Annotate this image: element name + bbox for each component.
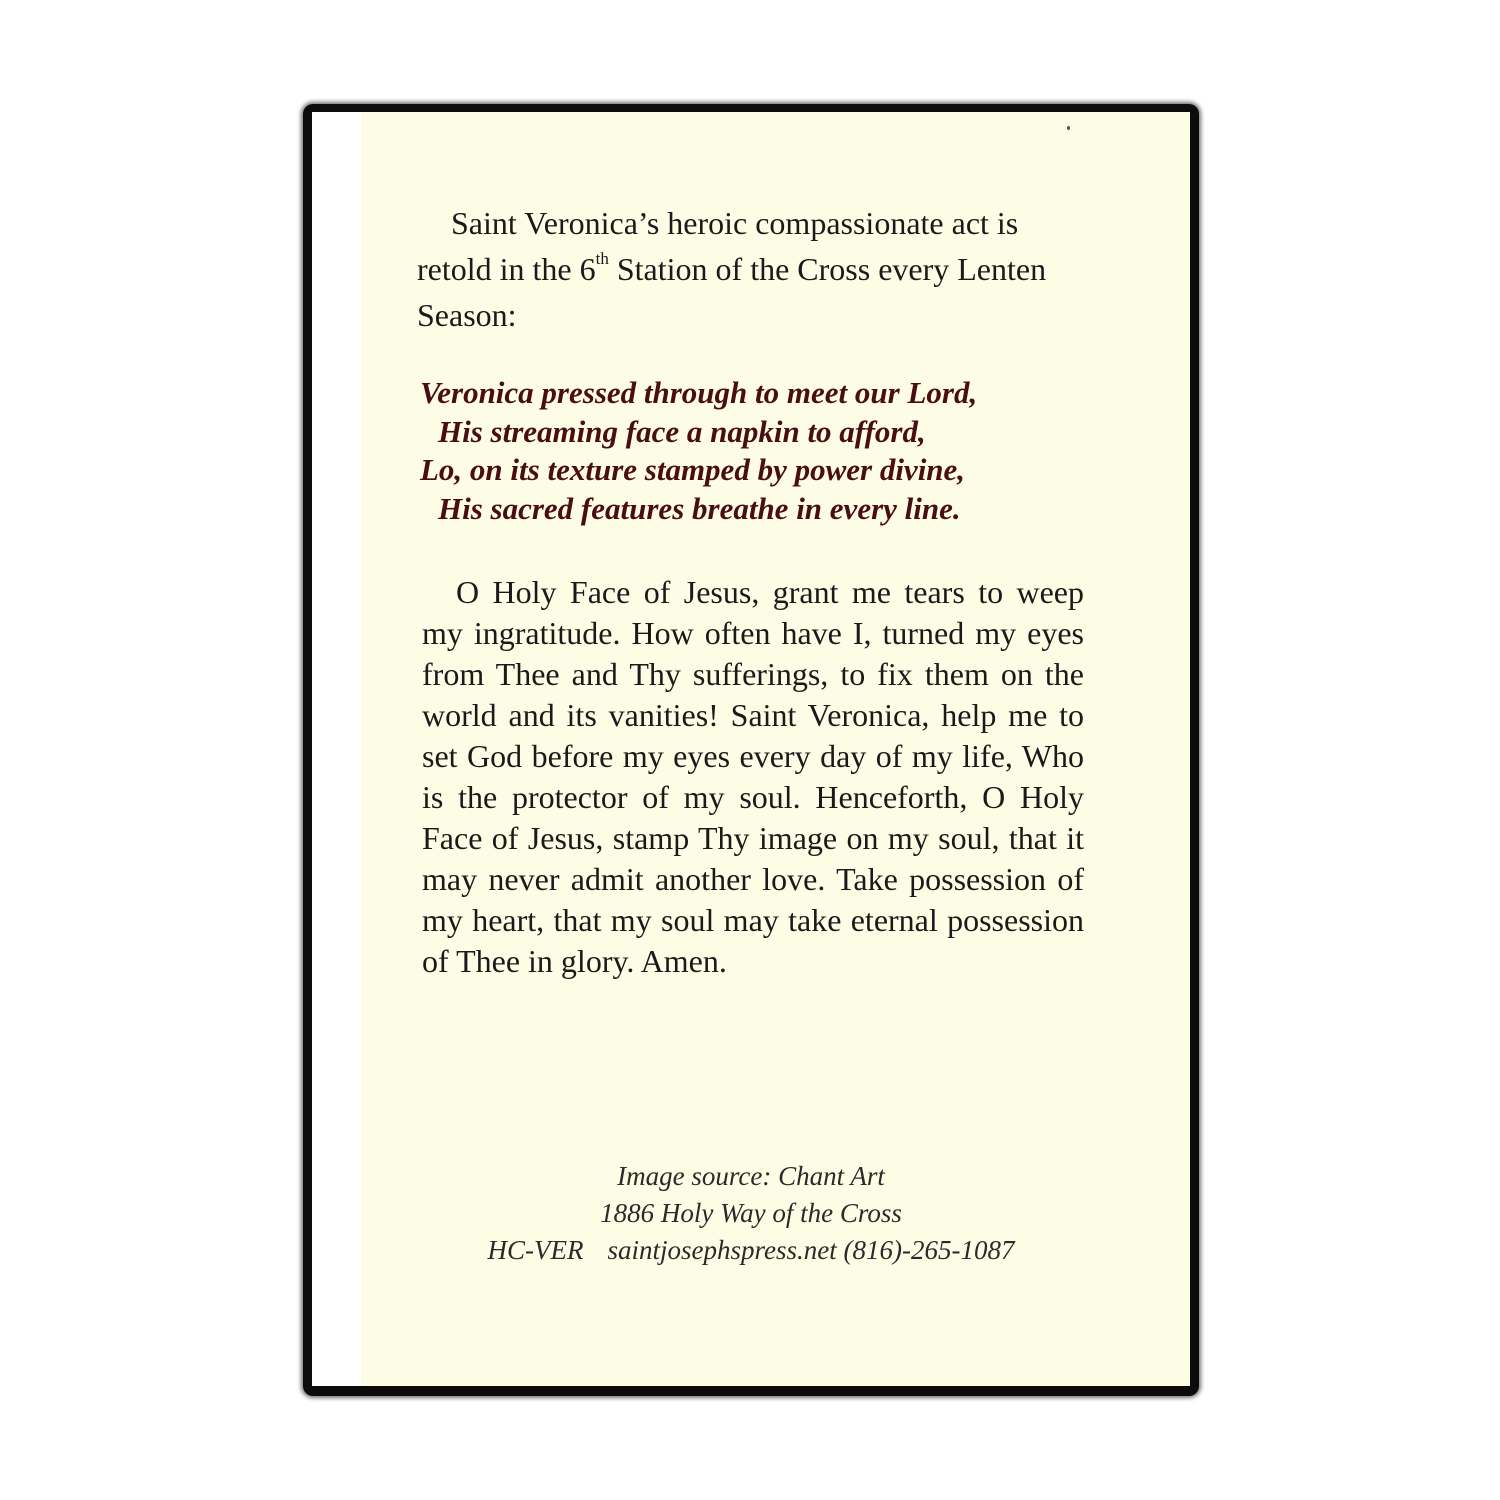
- intro-paragraph: [417, 200, 1085, 338]
- ordinal-suffix: th: [595, 249, 609, 269]
- print-speck: [1067, 126, 1070, 130]
- verse-block: [420, 374, 1100, 528]
- intro-text-end: Station of the Cross every Lenten Season:: [417, 251, 1047, 333]
- title-line: 1886 Holy Way of the Cross: [600, 1198, 902, 1228]
- verse-line: His streaming face a napkin to afford,: [438, 413, 926, 449]
- prayer-paragraph: O Holy Face of Jesus, grant me tears to weep my ingratitude. How often have I, turned my eyes from Thee and Thy sufferings, to fix them on the world and its vanities! Saint Veronica, help me to set God before my eyes every day of my life, Who is the protector of my soul. Henceforth, O Holy Face of Jesus, stamp Thy image on my soul, that it may never admit another love. Take possession of my heart, that my soul may take eternal possession of Thee in glory. Amen.: [422, 574, 1084, 979]
- publisher-contact: saintjosephspress.net (816)-265-1087: [607, 1235, 1015, 1265]
- image-source-line: Image source: Chant Art: [617, 1161, 885, 1191]
- verse-line: His sacred features breathe in every line.: [438, 490, 961, 526]
- verse-line: Veronica pressed through to meet our Lord,: [420, 375, 978, 410]
- product-code: HC-VER: [487, 1235, 584, 1265]
- prayer-card: [312, 112, 1190, 1386]
- contact-line: [312, 1232, 1190, 1269]
- verse-line: Lo, on its texture stamped by power divine,: [420, 452, 966, 487]
- card-frame: [303, 104, 1199, 1396]
- credits-block: [312, 1158, 1190, 1269]
- intro-text-start: Saint Veronica’s heroic compassionate act is retold in the 6: [417, 205, 1019, 287]
